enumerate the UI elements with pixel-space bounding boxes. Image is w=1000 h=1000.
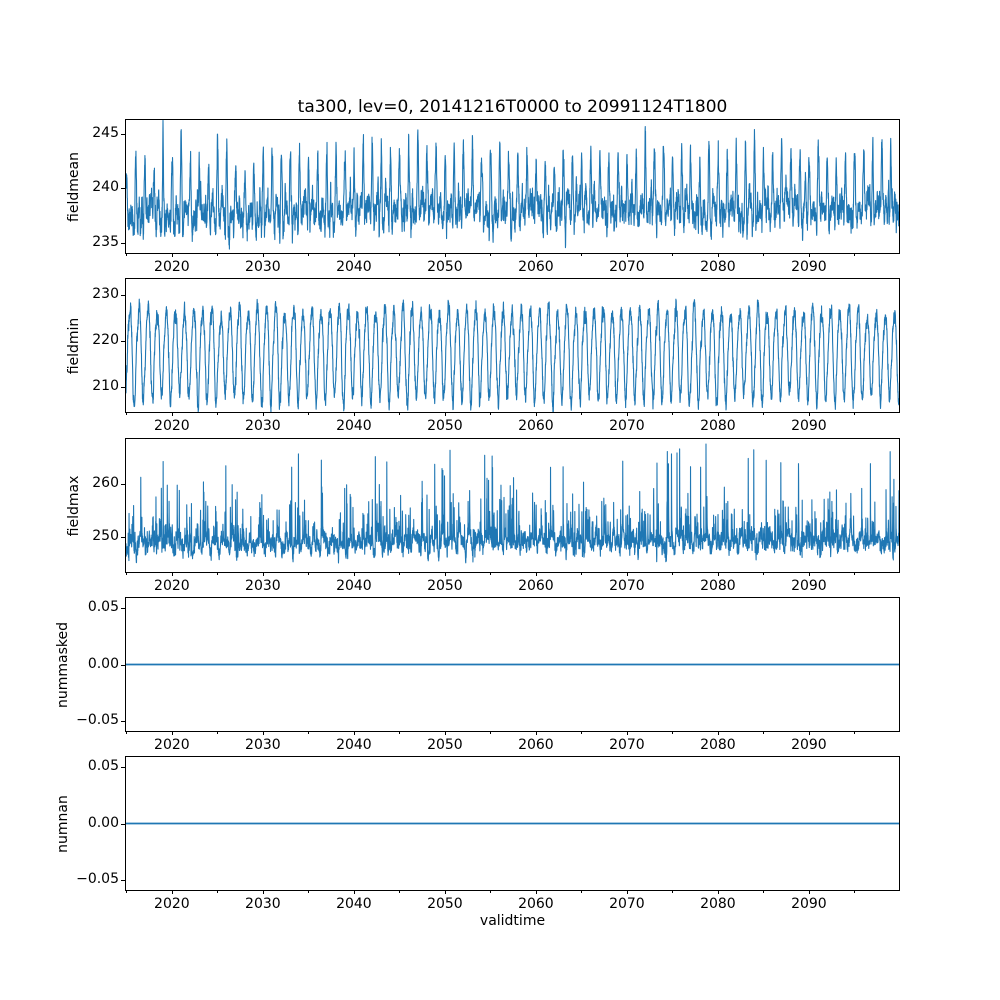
x-minor-tick [126,572,127,575]
y-tick [121,767,125,768]
x-tick [172,253,173,257]
x-tick-label: 2090 [791,578,827,594]
x-tick-label: 2020 [154,259,190,275]
x-tick-label: 2040 [336,259,372,275]
y-tick-label: −0.05 [76,871,119,888]
subplot-nummasked [125,597,900,732]
x-tick [354,572,355,576]
x-minor-tick [672,731,673,734]
x-tick [445,412,446,416]
x-tick [536,253,537,257]
x-tick-label: 2040 [336,578,372,594]
x-tick [445,890,446,894]
y-tick-label: 235 [92,234,119,251]
y-tick [121,134,125,135]
x-tick [172,412,173,416]
y-tick-label: 245 [92,124,119,141]
x-tick [445,253,446,257]
y-tick-label: 220 [92,332,119,349]
x-minor-tick [854,731,855,734]
x-tick [445,731,446,735]
x-tick [354,890,355,894]
x-minor-tick [490,412,491,415]
y-tick-label: 210 [92,377,119,394]
x-tick-label: 2050 [427,578,463,594]
x-tick [809,890,810,894]
y-tick-label: −0.05 [76,712,119,729]
x-minor-tick [490,253,491,256]
x-tick-label: 2040 [336,737,372,753]
x-minor-tick [581,572,582,575]
x-tick-label: 2070 [609,259,645,275]
x-tick-label: 2040 [336,418,372,434]
x-tick [445,572,446,576]
subplot-fieldmax [125,438,900,573]
x-tick-label: 2080 [700,259,736,275]
x-minor-tick [854,890,855,893]
x-tick [809,253,810,257]
x-tick [536,890,537,894]
y-tick [121,537,125,538]
x-tick [263,572,264,576]
x-tick-label: 2080 [700,578,736,594]
y-tick-label: 250 [92,528,119,545]
y-axis-label-fieldmax: fieldmax [66,475,82,536]
subplot-numnan [125,756,900,891]
x-tick-label: 2030 [245,418,281,434]
series-line-nummasked [126,598,899,731]
x-minor-tick [217,890,218,893]
x-tick-label: 2020 [154,418,190,434]
x-minor-tick [581,253,582,256]
x-tick [354,412,355,416]
x-tick [172,572,173,576]
x-tick-label: 2060 [518,418,554,434]
x-minor-tick [581,890,582,893]
series-line-fieldmax [126,439,899,572]
x-minor-tick [763,412,764,415]
x-minor-tick [581,412,582,415]
x-tick [172,731,173,735]
x-minor-tick [308,253,309,256]
x-minor-tick [672,253,673,256]
y-tick [121,243,125,244]
x-tick-label: 2060 [518,737,554,753]
x-tick-label: 2070 [609,737,645,753]
x-minor-tick [672,572,673,575]
x-minor-tick [490,890,491,893]
x-tick [263,890,264,894]
x-tick-label: 2080 [700,418,736,434]
x-minor-tick [672,412,673,415]
y-tick-label: 0.05 [87,757,119,774]
x-tick [718,731,719,735]
x-tick [354,253,355,257]
x-tick-label: 2090 [791,418,827,434]
x-tick [718,890,719,894]
x-minor-tick [854,412,855,415]
x-tick [627,412,628,416]
y-axis-label-numnan: numnan [55,794,71,853]
y-tick [121,608,125,609]
y-tick [121,880,125,881]
x-tick-label: 2060 [518,578,554,594]
x-tick-label: 2050 [427,896,463,912]
x-tick-label: 2080 [700,737,736,753]
x-minor-tick [126,890,127,893]
x-tick-label: 2050 [427,259,463,275]
x-minor-tick [308,890,309,893]
x-minor-tick [126,731,127,734]
x-minor-tick [399,731,400,734]
x-tick [718,412,719,416]
x-tick-label: 2090 [791,259,827,275]
x-minor-tick [763,890,764,893]
x-minor-tick [217,572,218,575]
x-tick-label: 2090 [791,737,827,753]
y-tick [121,188,125,189]
y-axis-label-fieldmean: fieldmean [66,151,82,222]
x-tick-label: 2070 [609,896,645,912]
x-tick-label: 2040 [336,896,372,912]
y-tick-label: 0.00 [87,655,119,672]
x-tick [263,253,264,257]
x-tick [354,731,355,735]
x-tick [536,731,537,735]
x-tick-label: 2070 [609,578,645,594]
y-axis-label-fieldmin: fieldmin [66,317,82,374]
series-line-fieldmin [126,279,899,412]
x-minor-tick [217,412,218,415]
x-tick [536,412,537,416]
x-tick [718,572,719,576]
series-line-numnan [126,757,899,890]
x-minor-tick [399,412,400,415]
x-minor-tick [217,253,218,256]
x-tick [263,412,264,416]
x-tick [536,572,537,576]
x-minor-tick [763,572,764,575]
y-tick-label: 230 [92,286,119,303]
y-tick [121,484,125,485]
x-minor-tick [581,731,582,734]
y-tick-label: 240 [92,179,119,196]
x-tick-label: 2030 [245,259,281,275]
x-minor-tick [308,572,309,575]
y-tick [121,824,125,825]
x-tick [809,572,810,576]
y-axis-label-nummasked: nummasked [55,621,71,708]
x-tick-label: 2030 [245,737,281,753]
x-tick [263,731,264,735]
x-tick-label: 2020 [154,896,190,912]
x-minor-tick [490,572,491,575]
x-tick-label: 2090 [791,896,827,912]
x-minor-tick [399,890,400,893]
x-tick [718,253,719,257]
series-line-fieldmean [126,120,899,253]
x-tick-label: 2060 [518,259,554,275]
x-minor-tick [854,253,855,256]
x-minor-tick [308,731,309,734]
x-minor-tick [399,572,400,575]
x-tick [809,731,810,735]
x-axis-label: validtime [479,913,546,929]
x-tick-label: 2030 [245,578,281,594]
x-tick-label: 2070 [609,418,645,434]
x-tick [627,731,628,735]
x-minor-tick [399,253,400,256]
y-tick-label: 260 [92,475,119,492]
x-tick [627,253,628,257]
x-tick-label: 2020 [154,578,190,594]
x-tick [172,890,173,894]
y-tick [121,387,125,388]
y-tick-label: 0.00 [87,814,119,831]
x-minor-tick [126,253,127,256]
x-minor-tick [854,572,855,575]
x-tick-label: 2050 [427,418,463,434]
x-tick [627,572,628,576]
x-minor-tick [763,253,764,256]
y-tick-label: 0.05 [87,598,119,615]
y-tick [121,665,125,666]
x-minor-tick [308,412,309,415]
x-minor-tick [672,890,673,893]
x-tick-label: 2060 [518,896,554,912]
x-minor-tick [126,412,127,415]
x-tick-label: 2030 [245,896,281,912]
y-tick [121,721,125,722]
x-minor-tick [490,731,491,734]
subplot-fieldmin [125,278,900,413]
x-tick-label: 2050 [427,737,463,753]
x-tick [809,412,810,416]
subplot-fieldmean [125,119,900,254]
y-tick [121,341,125,342]
x-minor-tick [763,731,764,734]
x-tick [627,890,628,894]
plot-title: ta300, lev=0, 20141216T0000 to 20991124T1800 [297,97,728,117]
x-minor-tick [217,731,218,734]
x-tick-label: 2020 [154,737,190,753]
y-tick [121,295,125,296]
x-tick-label: 2080 [700,896,736,912]
